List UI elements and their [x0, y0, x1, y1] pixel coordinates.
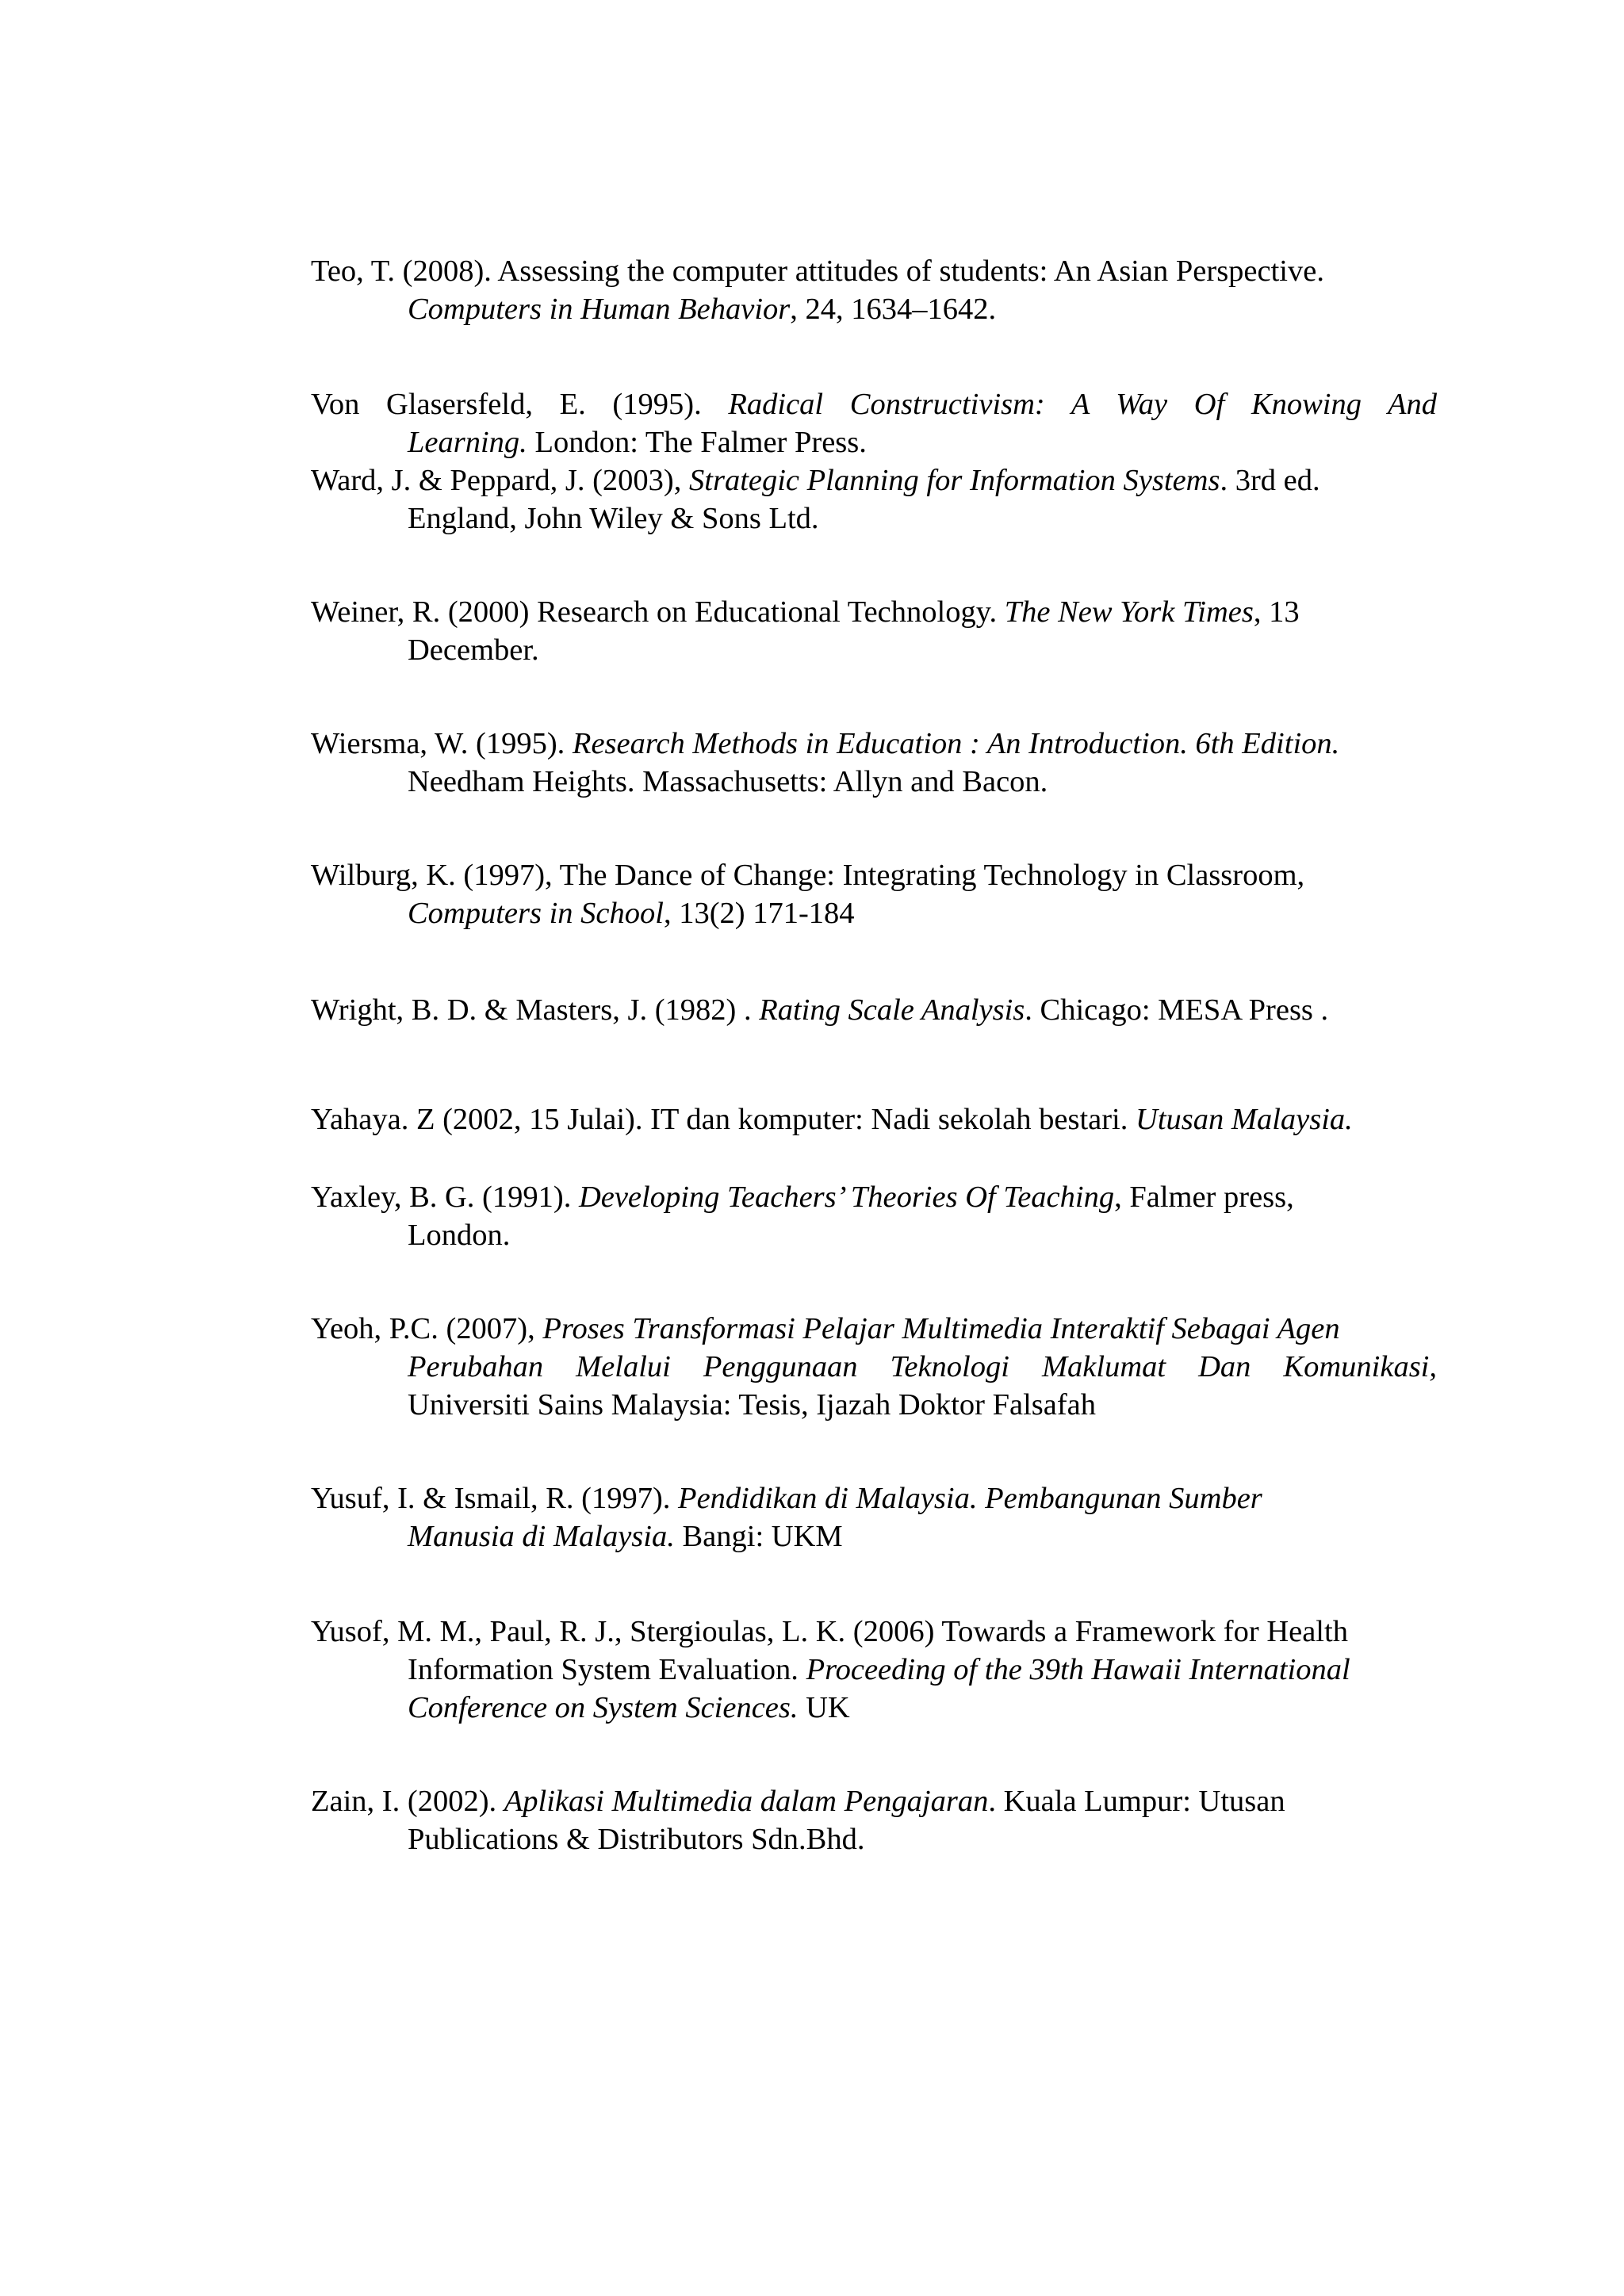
- italic-text: The New York Times: [1004, 595, 1254, 629]
- reference-entry: [311, 252, 1437, 328]
- reference-entry: [311, 385, 1437, 461]
- reference-line: [311, 385, 1437, 423]
- italic-text: Conference on System Sciences.: [408, 1691, 799, 1724]
- text-segment: England, John Wiley & Sons Ltd.: [408, 502, 819, 535]
- italic-text: Pendidikan di Malaysia. Pembangunan Sumber: [678, 1482, 1262, 1515]
- italic-text: Manusia di Malaysia.: [408, 1520, 675, 1553]
- text-segment: , 13: [1253, 595, 1300, 629]
- text-segment: Yaxley, B. G. (1991).: [311, 1181, 579, 1214]
- reference-line: [311, 1820, 1437, 1858]
- reference-line: [311, 1178, 1437, 1216]
- reference-line: [311, 1517, 1437, 1556]
- reference-entry: [311, 856, 1437, 932]
- italic-text: Aplikasi Multimedia dalam Pengajaran: [504, 1785, 989, 1818]
- italic-text: Learning.: [408, 426, 527, 459]
- italic-text: Perubahan Melalui Penggunaan Teknologi Maklumat Dan Komunikasi,: [408, 1350, 1437, 1383]
- reference-entry: [311, 725, 1437, 801]
- text-segment: Information System Evaluation.: [408, 1653, 806, 1686]
- text-segment: Wright, B. D. & Masters, J. (1982) .: [311, 993, 760, 1027]
- text-segment: Von Glasersfeld, E. (1995).: [311, 388, 729, 421]
- reference-line: [311, 290, 1437, 328]
- reference-line: [311, 991, 1437, 1029]
- reference-line: [311, 1651, 1437, 1689]
- text-segment: December.: [408, 633, 539, 667]
- reference-line: [311, 1216, 1437, 1254]
- reference-entry: [311, 1613, 1437, 1727]
- reference-line: [311, 1689, 1437, 1727]
- text-segment: . 3rd ed.: [1220, 464, 1320, 497]
- italic-text: Computers in Human Behavior: [408, 293, 791, 326]
- text-segment: , 13(2) 171-184: [663, 897, 855, 930]
- text-segment: Wiersma, W. (1995).: [311, 727, 573, 760]
- reference-entry: [311, 461, 1437, 538]
- reference-line: [311, 423, 1437, 461]
- reference-entry: [311, 593, 1437, 669]
- italic-text: Proceeding of the 39th Hawaii International: [806, 1653, 1350, 1686]
- text-segment: Teo, T. (2008). Assessing the computer attitudes of students: An Asian Perspective.: [311, 254, 1324, 288]
- text-segment: Needham Heights. Massachusetts: Allyn and Bacon.: [408, 765, 1048, 798]
- reference-line: [311, 1100, 1437, 1138]
- reference-entry: [311, 1178, 1437, 1254]
- italic-text: Strategic Planning for Information Systems: [689, 464, 1220, 497]
- reference-line: [311, 894, 1437, 932]
- italic-text: Proses Transformasi Pelajar Multimedia Interaktif Sebagai Agen: [542, 1312, 1340, 1345]
- italic-text: Rating Scale Analysis: [759, 993, 1025, 1027]
- italic-text: Radical Constructivism: A Way Of Knowing And: [728, 388, 1437, 421]
- reference-entry: [311, 1782, 1437, 1858]
- reference-line: [311, 631, 1437, 669]
- text-segment: , 24, 1634–1642.: [790, 293, 997, 326]
- text-segment: Weiner, R. (2000) Research on Educational Technology.: [311, 595, 1005, 629]
- text-segment: . Chicago: MESA Press .: [1025, 993, 1329, 1027]
- reference-line: [311, 1479, 1437, 1517]
- text-segment: London.: [408, 1219, 511, 1252]
- text-segment: UK: [798, 1691, 850, 1724]
- reference-line: [311, 763, 1437, 801]
- reference-line: [311, 1613, 1437, 1651]
- reference-line: [311, 461, 1437, 499]
- reference-line: [311, 499, 1437, 538]
- reference-line: [311, 1348, 1437, 1386]
- reference-entry: [311, 1310, 1437, 1424]
- italic-text: Research Methods in Education : An Introduction. 6th Edition.: [572, 727, 1340, 760]
- text-segment: Ward, J. & Peppard, J. (2003),: [311, 464, 690, 497]
- italic-text: Developing Teachers’ Theories Of Teaching: [578, 1181, 1115, 1214]
- text-segment: Bangi: UKM: [674, 1520, 843, 1553]
- reference-line: [311, 1310, 1437, 1348]
- text-segment: London: The Falmer Press.: [527, 426, 867, 459]
- text-segment: Wilburg, K. (1997), The Dance of Change: Integrating Technology in Classroom,: [311, 859, 1305, 892]
- reference-line: [311, 252, 1437, 290]
- text-segment: , Falmer press,: [1114, 1181, 1294, 1214]
- reference-entry: [311, 1100, 1437, 1138]
- text-segment: Yeoh, P.C. (2007),: [311, 1312, 543, 1345]
- italic-text: Computers in School: [408, 897, 664, 930]
- reference-line: [311, 725, 1437, 763]
- text-segment: Universiti Sains Malaysia: Tesis, Ijazah Doktor Falsafah: [408, 1388, 1097, 1422]
- text-segment: Yusof, M. M., Paul, R. J., Stergioulas, L. K. (2006) Towards a Framework for Health: [311, 1615, 1348, 1648]
- italic-text: Utusan Malaysia.: [1136, 1103, 1353, 1136]
- reference-entry: [311, 1479, 1437, 1556]
- text-segment: Zain, I. (2002).: [311, 1785, 504, 1818]
- text-segment: Yahaya. Z (2002, 15 Julai). IT dan komputer: Nadi sekolah bestari.: [311, 1103, 1136, 1136]
- reference-line: [311, 593, 1437, 631]
- text-segment: . Kuala Lumpur: Utusan: [988, 1785, 1285, 1818]
- reference-line: [311, 856, 1437, 894]
- text-segment: Yusuf, I. & Ismail, R. (1997).: [311, 1482, 679, 1515]
- text-segment: Publications & Distributors Sdn.Bhd.: [408, 1823, 865, 1856]
- reference-entry: [311, 991, 1437, 1029]
- reference-line: [311, 1782, 1437, 1820]
- reference-line: [311, 1386, 1437, 1424]
